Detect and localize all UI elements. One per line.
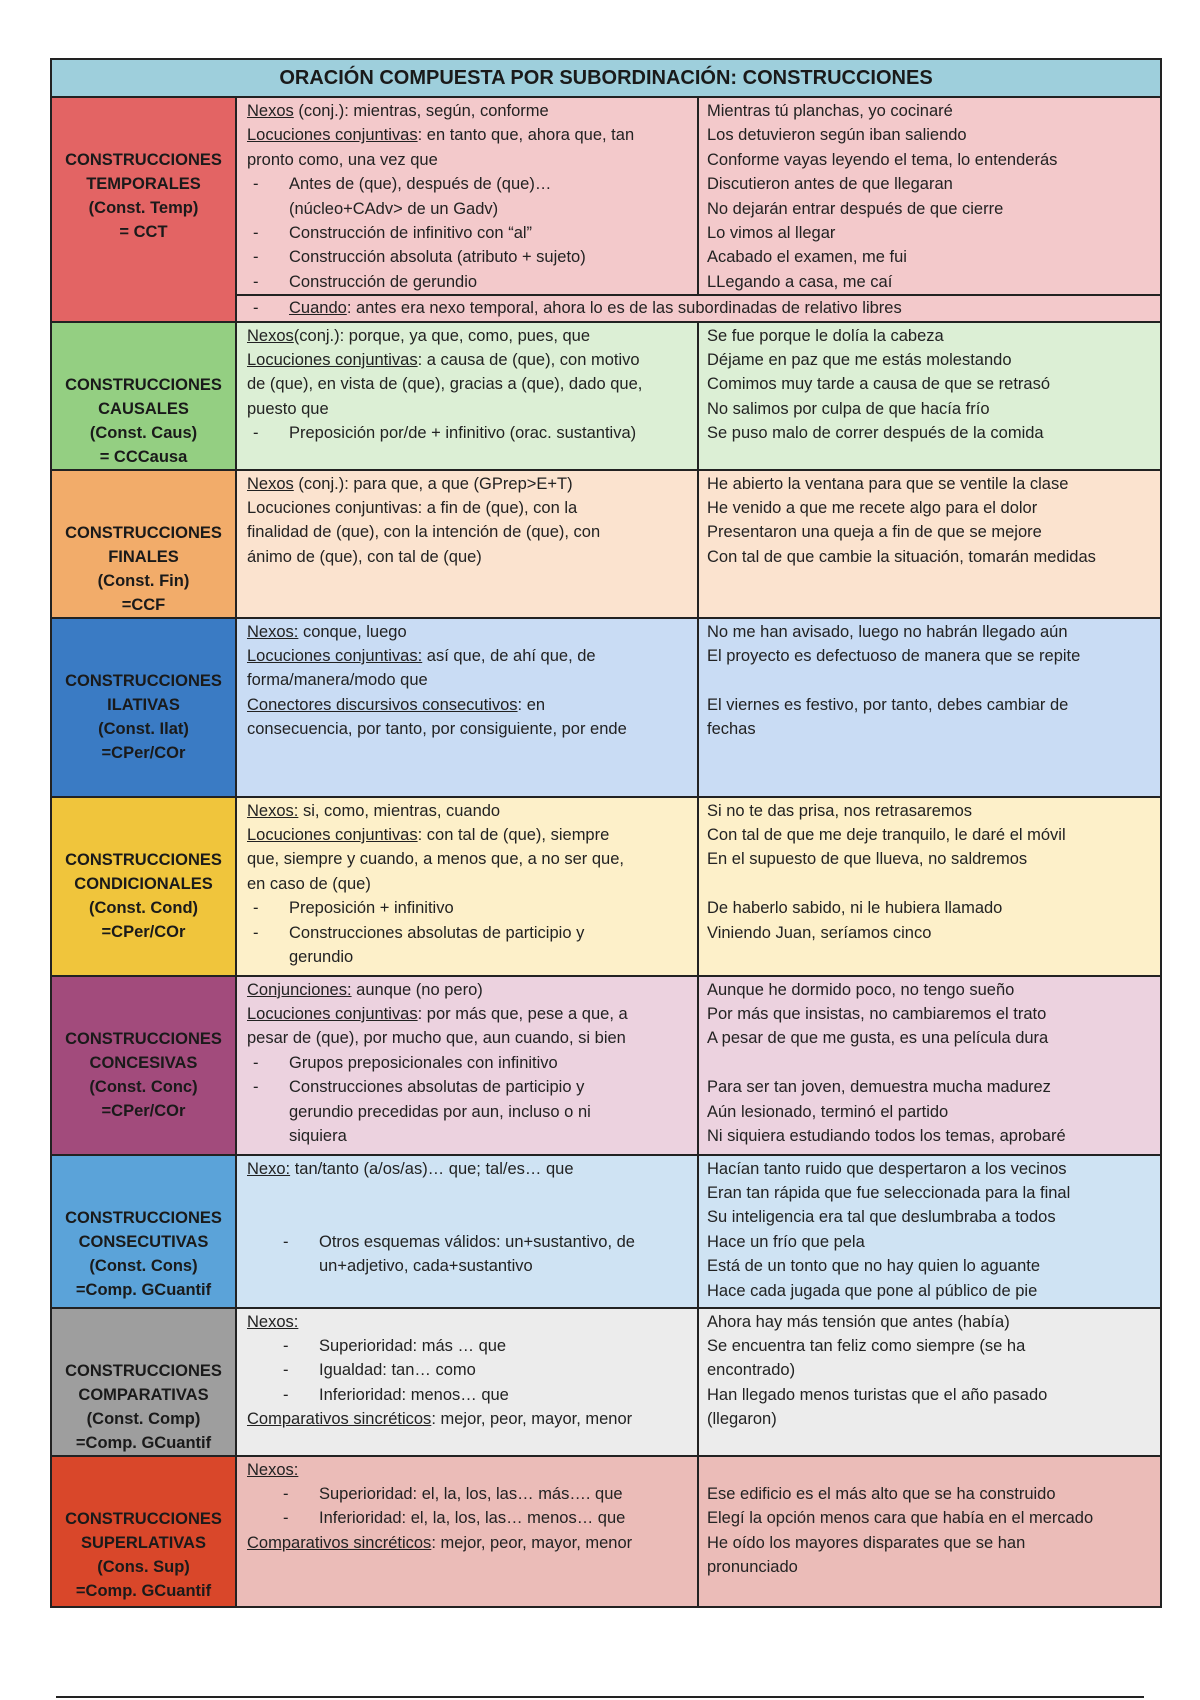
nexo-line (247, 1051, 691, 1075)
nexo-text: Construcción de infinitivo con “al” (289, 224, 533, 243)
nexo-text: finalidad de (que), con la intención de (que), con (247, 523, 601, 542)
example-line: encontrado) (707, 1361, 796, 1380)
nexo-line (247, 644, 691, 668)
nexos-cell-superlativas (236, 1456, 698, 1607)
nexo-line (247, 1181, 691, 1205)
example-line: Ahora hay más tensión que antes (había) (707, 1312, 1010, 1331)
example-line: fechas (707, 720, 756, 739)
section-label-line: (Const. Fin) (97, 571, 190, 590)
nexo-text: pronto como, una vez que (247, 150, 438, 169)
nexo-line (247, 1407, 691, 1431)
nexos-cell-consecutivas (236, 1155, 698, 1308)
nexo-text: en caso de (que) (247, 874, 371, 893)
example-line: El viernes es festivo, por tanto, debes cambiar de (707, 695, 1069, 714)
section-label-line: (Const. Conc) (89, 1077, 198, 1096)
note-line (247, 296, 1154, 320)
nexo-term: Locuciones conjuntivas: (247, 647, 423, 666)
example-line: Con tal de que me deje tranquilo, le daré el móvil (707, 826, 1066, 845)
nexo-line (247, 799, 691, 823)
subordination-table (50, 58, 1162, 1608)
section-label-line: (Const. Caus) (89, 423, 198, 442)
example-line: El proyecto es defectuoso de manera que se repite (707, 647, 1081, 666)
example-line: Los detuvieron según iban saliendo (707, 126, 967, 145)
nexo-text: Construcciones absolutas de participio y (289, 923, 585, 942)
example-line: No dejarán entrar después de que cierre (707, 199, 1004, 218)
nexo-line (247, 372, 691, 396)
section-label-line: CONSECUTIVAS (78, 1232, 209, 1251)
nexo-term: Locuciones conjuntivas (247, 126, 418, 145)
nexo-text: Otros esquemas válidos: un+sustantivo, de (319, 1232, 635, 1251)
section-row-comparativas (51, 1308, 1161, 1456)
nexo-line (247, 245, 691, 269)
nexo-text: Construcción de gerundio (289, 272, 478, 291)
nexo-line (247, 978, 691, 1002)
section-label-line: (Const. Comp) (86, 1409, 201, 1428)
example-line: Ni siquiera estudiando todos los temas, aprobaré (707, 1127, 1066, 1146)
nexo-line (247, 847, 691, 871)
section-row-concesivas (51, 976, 1161, 1155)
example-line: Hacían tanto ruido que despertaron a los vecinos (707, 1159, 1067, 1178)
section-label-line: FINALES (108, 547, 179, 566)
nexo-line (247, 1205, 691, 1229)
section-label-superlativas (51, 1456, 236, 1607)
nexo-term: Nexos: (247, 622, 299, 641)
nexo-text: : en tanto que, ahora que, tan (417, 126, 635, 145)
nexo-text: forma/manera/modo que (247, 671, 428, 690)
nexo-line (247, 1506, 691, 1530)
note-text: : antes era nexo temporal, ahora lo es de las subordinadas de relativo libres (346, 299, 902, 318)
example-line: A pesar de que me gusta, es una película dura (707, 1029, 1049, 1048)
nexo-line (247, 1531, 691, 1555)
section-label-line: CONSTRUCCIONES (65, 1029, 222, 1048)
section-label-line: =CCF (121, 595, 166, 614)
section-row-temporales (51, 97, 1161, 295)
note-term: Cuando (289, 299, 347, 318)
nexo-text: : en (517, 695, 546, 714)
nexo-text: (núcleo+CAdv> de un Gadv) (289, 199, 499, 218)
examples-cell-condicionales (698, 797, 1161, 976)
section-label-line: (Const. Temp) (88, 199, 199, 217)
section-label-line: = CCT (119, 223, 168, 241)
example-line: Han llegado menos turistas que el año pasado (707, 1385, 1048, 1404)
nexo-line (247, 620, 691, 644)
nexo-text: (conj.): para que, a que (GPrep>E+T) (293, 474, 573, 493)
nexo-text: que, siempre y cuando, a menos que, a no ser que, (247, 850, 624, 869)
nexo-text: Superioridad: más … que (319, 1337, 507, 1356)
section-label-finales (51, 470, 236, 618)
section-label-line: COMPARATIVAS (78, 1385, 209, 1404)
nexo-text: tan/tanto (a/os/as)… que; tal/es… que (290, 1159, 574, 1178)
example-line (707, 872, 1154, 896)
section-label-line: CONSTRUCCIONES (65, 1208, 222, 1227)
section-label-line: CONSTRUCCIONES (65, 1361, 222, 1380)
example-line: Se fue porque le dolía la cabeza (707, 326, 944, 345)
section-label-temporales (51, 97, 236, 322)
nexo-line (247, 221, 691, 245)
example-line: pronunciado (707, 1558, 798, 1577)
section-row-finales (51, 470, 1161, 618)
section-row-ilativas (51, 618, 1161, 797)
nexo-line (247, 1334, 691, 1358)
section-label-line: = CCCausa (99, 447, 188, 466)
nexo-text: Inferioridad: el, la, los, las… menos… que (319, 1509, 626, 1528)
example-line (707, 1458, 1154, 1482)
example-line: Hace un frío que pela (707, 1232, 865, 1251)
example-line: Si no te das prisa, nos retrasaremos (707, 801, 973, 820)
example-line: Presentaron una queja a fin de que se mejore (707, 523, 1042, 542)
section-label-line: (Const. Ilat) (98, 719, 189, 738)
section-label-consecutivas (51, 1155, 236, 1308)
example-line: Déjame en paz que me estás molestando (707, 351, 1012, 370)
example-line (707, 1051, 1154, 1075)
example-line: Conforme vayas leyendo el tema, lo entenderás (707, 150, 1058, 169)
nexo-line (247, 421, 691, 445)
nexo-line (247, 1075, 691, 1099)
example-line: En el supuesto de que llueva, no saldremos (707, 850, 1028, 869)
nexo-text: : a causa de (que), con motivo (417, 351, 640, 370)
nexo-term: Nexos (247, 326, 294, 345)
section-label-line: (Cons. Sup) (97, 1557, 190, 1576)
nexo-term: Locuciones conjuntivas (247, 826, 418, 845)
nexo-line (247, 872, 691, 896)
examples-cell-temporales (698, 97, 1161, 295)
nexo-text: Construcciones absolutas de participio y (289, 1078, 585, 1097)
nexo-text: consecuencia, por tanto, por consiguiente, por ende (247, 720, 627, 739)
nexo-line (247, 1230, 691, 1254)
nexo-term: Nexos: (247, 1460, 299, 1479)
section-label-comparativas (51, 1308, 236, 1456)
nexo-text: ánimo de (que), con tal de (que) (247, 547, 482, 566)
nexo-text: Grupos preposicionales con infinitivo (289, 1053, 558, 1072)
nexo-term: Nexos: (247, 1312, 299, 1331)
nexo-line (247, 520, 691, 544)
nexo-term: Nexos (247, 474, 294, 493)
examples-cell-comparativas (698, 1308, 1161, 1456)
nexo-text: así que, de ahí que, de (422, 647, 596, 666)
section-label-line: =Comp. GCuantif (75, 1581, 212, 1600)
nexo-text: Preposición por/de + infinitivo (orac. sustantiva) (289, 424, 637, 443)
nexo-line (247, 921, 691, 945)
nexo-text: Construcción absoluta (atributo + sujeto) (289, 248, 586, 267)
nexo-term: Comparativos sincréticos (247, 1410, 432, 1429)
nexo-line (247, 945, 691, 969)
nexo-text: puesto que (247, 399, 329, 418)
example-line: Viniendo Juan, seríamos cinco (707, 923, 932, 942)
example-line: Lo vimos al llegar (707, 224, 836, 243)
nexo-text: Inferioridad: menos… que (319, 1385, 509, 1404)
nexo-line (247, 896, 691, 920)
example-line: Su inteligencia era tal que deslumbraba a todos (707, 1208, 1056, 1227)
nexo-term: Nexos: (247, 801, 299, 820)
example-line: Mientras tú planchas, yo cocinaré (707, 102, 953, 120)
section-label-line: CONDICIONALES (74, 874, 213, 893)
nexo-text: conque, luego (298, 622, 407, 641)
nexo-line (247, 717, 691, 741)
section-label-concesivas (51, 976, 236, 1155)
examples-cell-finales (698, 470, 1161, 618)
section-label-line: CAUSALES (98, 399, 189, 418)
nexo-line (247, 348, 691, 372)
nexo-line (247, 397, 691, 421)
example-line: Está de un tonto que no hay quien lo aguante (707, 1257, 1041, 1276)
example-line: He oído los mayores disparates que se han (707, 1533, 1026, 1552)
example-line: Ese edificio es el más alto que se ha construido (707, 1485, 1056, 1504)
examples-cell-ilativas (698, 618, 1161, 797)
nexos-cell-causales (236, 322, 698, 470)
example-line: Para ser tan joven, demuestra mucha madurez (707, 1078, 1051, 1097)
nexo-line (247, 496, 691, 520)
nexo-text: Antes de (que), después de (que)… (289, 175, 552, 194)
example-line: No me han avisado, luego no habrán llegado aún (707, 622, 1068, 641)
nexo-text: Igualdad: tan… como (319, 1361, 476, 1380)
nexo-text: Superioridad: el, la, los, las… más…. que (319, 1485, 623, 1504)
example-line: Por más que insistas, no cambiaremos el trato (707, 1005, 1047, 1024)
section-label-line: =CPer/COr (101, 1101, 186, 1120)
section-label-line: (Const. Cond) (88, 898, 199, 917)
example-line: No salimos por culpa de que hacía frío (707, 399, 990, 418)
nexo-text: un+adjetivo, cada+sustantivo (319, 1257, 533, 1276)
example-line: Se encuentra tan feliz como siempre (se ha (707, 1337, 1026, 1356)
section-label-ilativas (51, 618, 236, 797)
example-line: Discutieron antes de que llegaran (707, 175, 953, 194)
nexo-line (247, 1358, 691, 1382)
nexo-line (247, 1383, 691, 1407)
example-line: Con tal de que cambie la situación, tomarán medidas (707, 547, 1096, 566)
examples-cell-concesivas (698, 976, 1161, 1155)
example-line: Acabado el examen, me fui (707, 248, 907, 267)
section-label-line: =Comp. GCuantif (75, 1280, 212, 1299)
nexos-cell-temporales (236, 97, 698, 295)
nexo-line (247, 1157, 691, 1181)
section-label-line: =Comp. GCuantif (75, 1433, 212, 1452)
section-label-line: ILATIVAS (107, 695, 180, 714)
examples-cell-superlativas (698, 1456, 1161, 1607)
examples-cell-causales (698, 322, 1161, 470)
nexo-line (247, 823, 691, 847)
nexo-text: : con tal de (que), siempre (417, 826, 610, 845)
nexos-cell-ilativas (236, 618, 698, 797)
nexo-term: Conjunciones: (247, 980, 352, 999)
section-label-line: CONSTRUCCIONES (65, 523, 222, 542)
nexos-cell-concesivas (236, 976, 698, 1155)
nexo-line (247, 1002, 691, 1026)
example-line: Elegí la opción menos cara que había en el mercado (707, 1509, 1094, 1528)
example-line: (llegaron) (707, 1410, 777, 1429)
section-note-temporales (236, 295, 1161, 321)
nexos-cell-comparativas (236, 1308, 698, 1456)
nexo-term: Nexos (247, 102, 294, 120)
section-label-causales (51, 322, 236, 470)
nexo-text: : mejor, peor, mayor, menor (431, 1410, 633, 1429)
nexo-text: pesar de (que), por mucho que, aun cuando, si bien (247, 1029, 626, 1048)
section-label-line: SUPERLATIVAS (81, 1533, 206, 1552)
example-line (707, 668, 1154, 692)
examples-cell-consecutivas (698, 1155, 1161, 1308)
nexo-term: Comparativos sincréticos (247, 1533, 432, 1552)
nexo-line (247, 172, 691, 196)
example-line: Aún lesionado, terminó el partido (707, 1102, 949, 1121)
nexo-line (247, 1254, 691, 1278)
nexo-text: : mejor, peor, mayor, menor (431, 1533, 633, 1552)
nexo-line (247, 1026, 691, 1050)
nexo-text: siquiera (289, 1127, 347, 1146)
nexo-text: : por más que, pese a que, a (417, 1005, 628, 1024)
section-row-condicionales (51, 797, 1161, 976)
table-body (51, 97, 1161, 1607)
section-label-line: CONSTRUCCIONES (65, 671, 222, 690)
nexo-line (247, 1458, 691, 1482)
nexo-line (247, 545, 691, 569)
section-label-line: TEMPORALES (86, 175, 201, 193)
nexo-line (247, 668, 691, 692)
nexo-line (247, 1482, 691, 1506)
nexo-text: Preposición + infinitivo (289, 899, 454, 918)
nexo-text: Locuciones conjuntivas: a fin de (que), con la (247, 499, 578, 518)
example-line: Aunque he dormido poco, no tengo sueño (707, 980, 1015, 999)
nexo-text: gerundio precedidas por aun, incluso o ni (289, 1102, 591, 1121)
nexo-line (247, 123, 691, 147)
section-label-condicionales (51, 797, 236, 976)
section-label-line: CONSTRUCCIONES (65, 1509, 222, 1528)
nexo-line (247, 270, 691, 294)
nexo-text: si, como, mientras, cuando (298, 801, 501, 820)
nexo-term: Nexo: (247, 1159, 291, 1178)
example-line: Eran tan rápida que fue seleccionada para la final (707, 1184, 1071, 1203)
nexos-cell-condicionales (236, 797, 698, 976)
section-label-line: CONSTRUCCIONES (65, 151, 222, 169)
nexo-text: (conj.): porque, ya que, como, pues, que (293, 326, 591, 345)
nexo-text: aunque (no pero) (351, 980, 483, 999)
table-title: ORACIÓN COMPUESTA POR SUBORDINACIÓN: CONSTRUCCIONES (51, 59, 1161, 97)
example-line: Hace cada jugada que pone al público de pie (707, 1281, 1038, 1300)
nexo-term: Conectores discursivos consecutivos (247, 695, 518, 714)
example-line: Se puso malo de correr después de la comida (707, 424, 1044, 443)
bottom-divider (56, 1696, 1144, 1698)
section-row-causales (51, 322, 1161, 470)
nexo-term: Locuciones conjuntivas (247, 1005, 418, 1024)
section-label-line: =CPer/COr (101, 922, 186, 941)
nexo-line (247, 148, 691, 172)
nexo-line (247, 693, 691, 717)
example-line: He abierto la ventana para que se ventile la clase (707, 474, 1069, 493)
nexo-text: de (que), en vista de (que), gracias a (que), dado que, (247, 375, 643, 394)
section-label-line: CONSTRUCCIONES (65, 850, 222, 869)
example-line: He venido a que me recete algo para el dolor (707, 499, 1038, 518)
section-label-line: CONSTRUCCIONES (65, 375, 222, 394)
nexo-line (247, 472, 691, 496)
example-line: Comimos muy tarde a causa de que se retrasó (707, 375, 1050, 394)
section-row-consecutivas (51, 1155, 1161, 1308)
nexo-line (247, 99, 691, 123)
nexo-line (247, 1310, 691, 1334)
nexo-text: (conj.): mientras, según, conforme (293, 102, 549, 120)
nexo-line (247, 1100, 691, 1124)
section-label-line: CONCESIVAS (89, 1053, 198, 1072)
nexo-text: gerundio (289, 948, 354, 967)
example-line: De haberlo sabido, ni le hubiera llamado (707, 899, 1003, 918)
nexo-line (247, 197, 691, 221)
nexo-line (247, 324, 691, 348)
example-line: LLegando a casa, me caí (707, 272, 893, 291)
section-label-line: (Const. Cons) (89, 1256, 198, 1275)
section-row-superlativas (51, 1456, 1161, 1607)
nexo-line (247, 1124, 691, 1148)
nexos-cell-finales (236, 470, 698, 618)
section-label-line: =CPer/COr (101, 743, 186, 762)
nexo-term: Locuciones conjuntivas (247, 351, 418, 370)
